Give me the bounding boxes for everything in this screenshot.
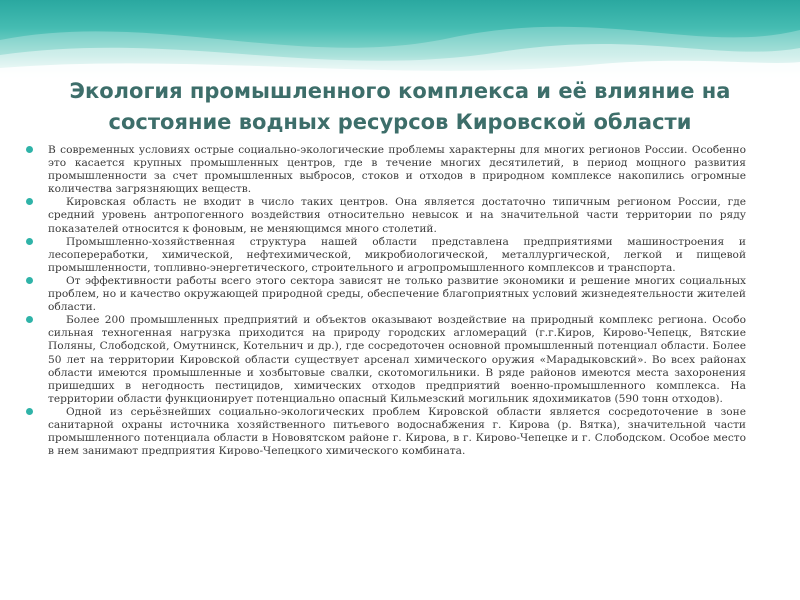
list-item [48,314,746,406]
list-item [48,144,746,196]
bullet-list [48,144,746,458]
list-item [48,406,746,458]
paragraph-text: Кировская область не входит в число таких центров. Она является достаточно типичным регионом России, где средний уровень антропогенного воздействия относительно невысок и на значительной части территории по ряду показателей относится к фоновым, не меняющимся много столетий. [48,196,746,235]
paragraph-text: От эффективности работы всего этого сектора зависят не только развитие экономики и решение многих социальных проблем, но и качество окружающей природной среды, обеспечение благоприятных условий жизнедеятельности жителей области. [48,274,746,314]
paragraph-text: Более 200 промышленных предприятий и объектов оказывают воздействие на природный комплекс региона. Особо сильная техногенная нагрузка приходится на природу городских агломераций (г.г.Киров, Кирово-Чепецк, Вятские Поляны, Слободской, Омутнинск, Котельнич и др.), где сосредоточен основной промышленный потенциал области. Более 50 лет на территории Кировской области существует арсенал химического оружия «Марадыковский». Во всех районах области имеются промышленные и хозбытовые свалки, скотомогильники. В ряде районов имеются места захоронения пришедших в негодность пестицидов, химических отходов предприятий военно-промышленного комплекса. На территории области функционирует потенциально опасный Кильмезский могильник ядохимикатов (590 тонн отходов). [48,314,746,405]
title-line-2: состояние водных ресурсов Кировской области [108,110,692,134]
bullet-dot-icon [26,277,33,284]
list-item [48,236,746,275]
paragraph-text: В современных условиях острые социально-экологические проблемы характерны для многих регионов России. Особенно это касается крупных промышленных центров, где в течение многих десятилетий, в период мощного развития промышленности за счет промышленных выбросов, стоков и отходов в природном комплексе накопились огромные количества загрязняющих веществ. [48,144,746,196]
bullet-dot-icon [26,238,33,245]
paragraph-text: Промышленно-хозяйственная структура нашей области представлена предприятиями машиностроения и лесопереработки, химической, нефтехимической, микробиологической, металлургической, легкой и пищевой промышленности, топливно-энергетического, строительного и агропромышленного комплексов и транспорта. [48,235,746,274]
list-item [48,196,746,235]
bullet-dot-icon [26,198,33,205]
page-title [20,76,780,138]
bullet-dot-icon [26,316,33,323]
list-item [48,275,746,314]
header-band [0,0,800,80]
wave-decoration [0,0,800,80]
title-line-1: Экология промышленного комплекса и её влияние на [69,79,731,103]
bullet-dot-icon [26,146,33,153]
bullet-dot-icon [26,408,33,415]
paragraph-text: Одной из серьёзнейших социально-экологических проблем Кировской области является сосредоточение в зоне санитарной охраны источника хозяйственного питьевого водоснабжения г. Кирова (р. Вятка), значительной части промышленного потенциала области в Нововятском районе г. Кирова, в г. Кирово-Чепецке и г. Слободском. Особое место в нем занимают предприятия Кирово-Чепецкого химического комбината. [48,405,746,458]
